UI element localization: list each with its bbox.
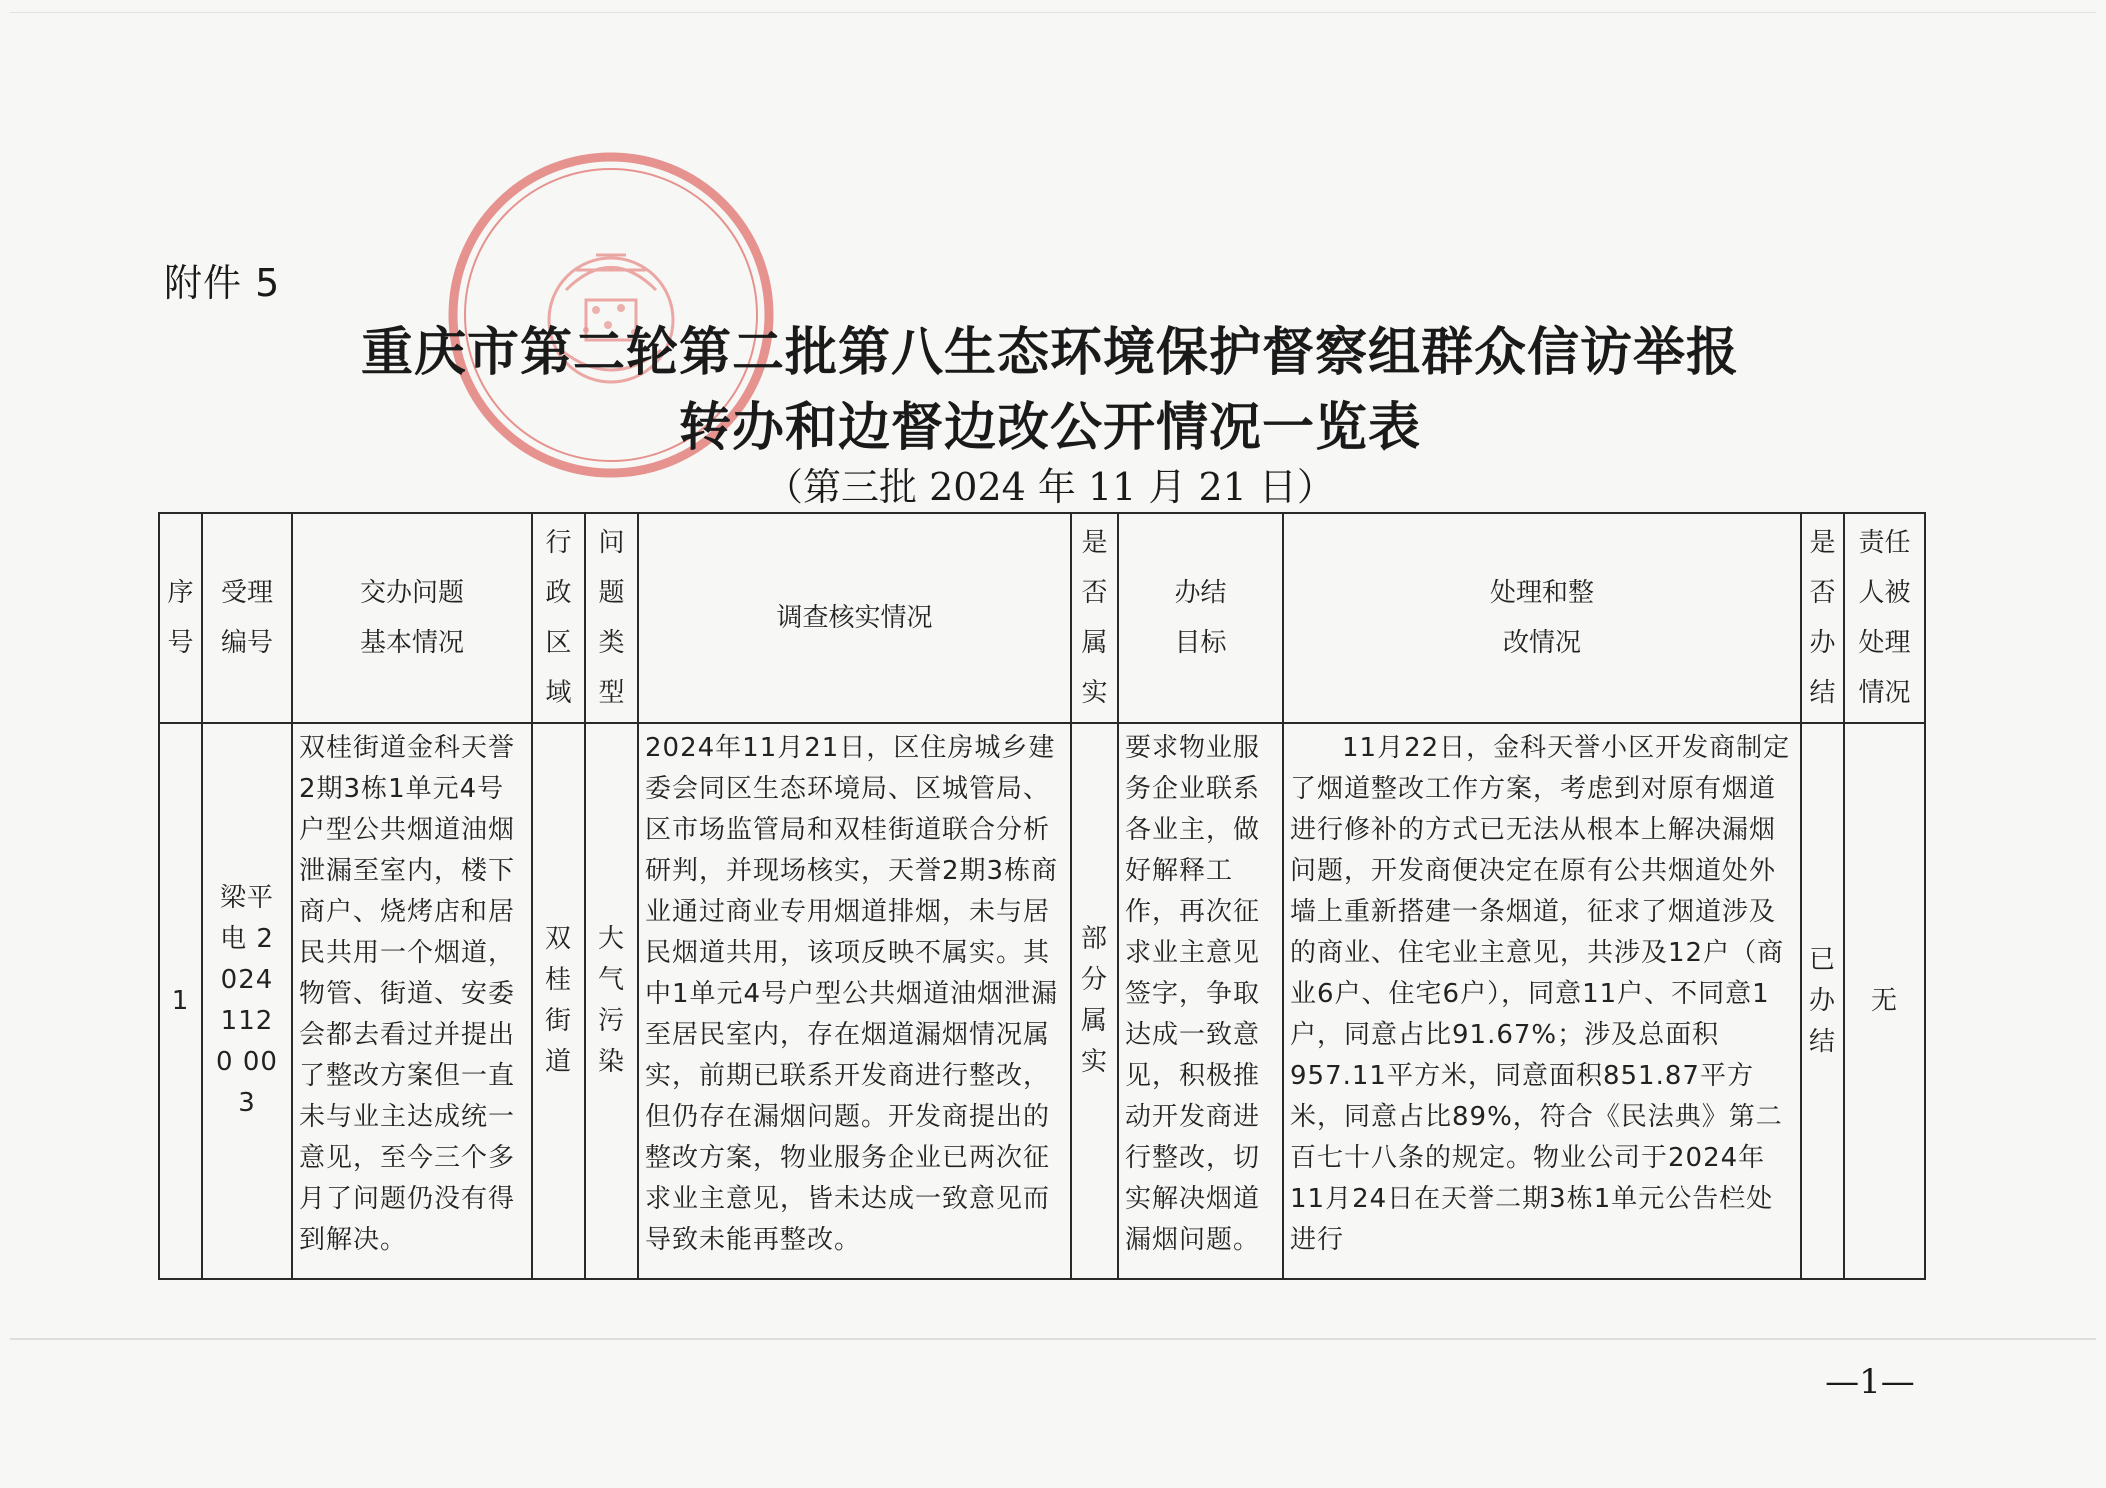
cell-is-true: 部分属实	[1071, 723, 1118, 1279]
header-basic-info: 交办问题基本情况	[292, 513, 532, 723]
cell-seq: 1	[159, 723, 202, 1279]
scan-edge-line	[10, 12, 2096, 13]
cell-target: 要求物业服务企业联系各业主，做好解释工作，再次征求业主意见签字，争取达成一致意见，积极推动开发商进行整改，切实解决烟道漏烟问题。	[1118, 723, 1283, 1279]
document-title-line-2: 转办和边督边改公开情况一览表	[678, 398, 1421, 458]
report-table	[158, 512, 1926, 1280]
attachment-label: 附件 5	[164, 261, 281, 305]
cell-basic-info: 双桂街道金科天誉2期3栋1单元4号户型公共烟道油烟泄漏至室内，楼下商户、烧烤店和居民共用一个烟道，物管、街道、安委会都去看过并提出了整改方案但一直未与业主达成统一意见，至今三个多月了问题仍没有得到解决。	[292, 723, 532, 1279]
header-district: 行政区域	[532, 513, 585, 723]
header-investigation: 调查核实情况	[638, 513, 1071, 723]
cell-problem-type: 大气污染	[585, 723, 638, 1279]
header-handling: 处理和整改情况	[1283, 513, 1801, 723]
table-header-row	[159, 513, 1925, 723]
cell-handling: 11月22日，金科天誉小区开发商制定了烟道整改工作方案，考虑到对原有烟道进行修补的方式已无法从根本上解决漏烟问题，开发商便决定在原有公共烟道处外墙上重新搭建一条烟道，征求了烟道涉及的商业、住宅业主意见，共涉及12户（商业6户、住宅6户），同意11户、不同意1户，同意占比91.67%；涉及总面积957.11平方米，同意面积851.87平方米，同意占比89%，符合《民法典》第二百七十八条的规定。物业公司于2024年11月24日在天誉二期3栋1单元公告栏处进行	[1283, 723, 1801, 1279]
cell-case-no: 梁平电 2024 1120 003	[202, 723, 292, 1279]
table-row	[159, 723, 1925, 1279]
document-title-line-1: 重庆市第二轮第二批第八生态环境保护督察组群众信访举报	[360, 323, 1739, 383]
header-is-true: 是否属实	[1071, 513, 1118, 723]
header-is-closed: 是否办结	[1801, 513, 1844, 723]
cell-district: 双桂街道	[532, 723, 585, 1279]
header-seq: 序号	[159, 513, 202, 723]
batch-date-subtitle: （第三批 2024 年 11 月 21 日）	[765, 465, 1335, 509]
header-problem-type: 问题类型	[585, 513, 638, 723]
page-fold-line	[10, 1338, 2096, 1340]
cell-accountability: 无	[1844, 723, 1925, 1279]
page-number: —1—	[1825, 1362, 1915, 1402]
header-accountability: 责任人被处理情况	[1844, 513, 1925, 723]
header-target: 办结目标	[1118, 513, 1283, 723]
cell-investigation: 2024年11月21日，区住房城乡建委会同区生态环境局、区城管局、区市场监管局和双桂街道联合分析研判，并现场核实，天誉2期3栋商业通过商业专用烟道排烟，未与居民烟道共用，该项反映不属实。其中1单元4号户型公共烟道油烟泄漏至居民室内，存在烟道漏烟情况属实，前期已联系开发商进行整改，但仍存在漏烟问题。开发商提出的整改方案，物业服务企业已两次征求业主意见，皆未达成一致意见而导致未能再整改。	[638, 723, 1071, 1279]
cell-is-closed: 已办结	[1801, 723, 1844, 1279]
header-case-no: 受理编号	[202, 513, 292, 723]
